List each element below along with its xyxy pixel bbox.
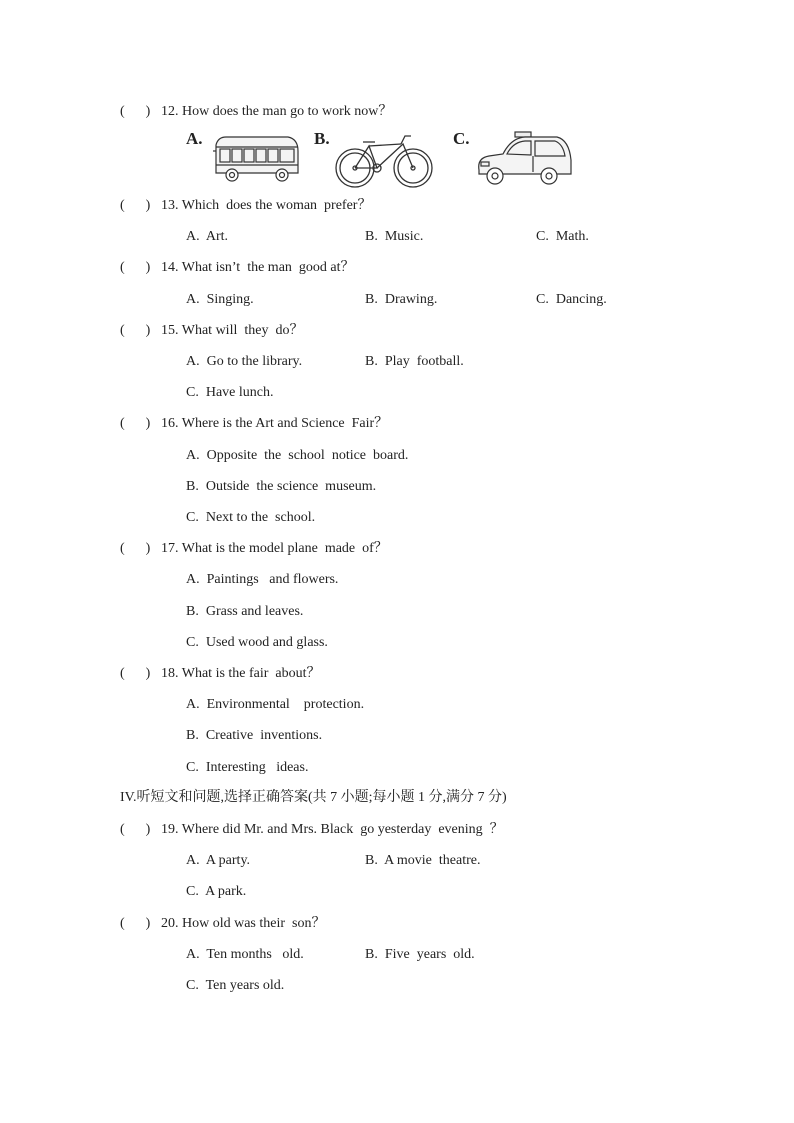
q15-question: 15. What will they do？ xyxy=(161,323,304,338)
q14-option-a[interactable]: A. Singing. xyxy=(186,292,254,307)
q17-option-a[interactable]: A. Paintings and flowers. xyxy=(186,572,339,587)
q13-option-a[interactable]: A. Art. xyxy=(186,229,228,244)
q20-option-b[interactable]: B. Five years old. xyxy=(365,947,475,962)
q18-option-a[interactable]: A. Environmental protection. xyxy=(186,697,365,712)
q19-question: 19. Where did Mr. and Mrs. Black go yesterday evening ？ xyxy=(161,822,504,837)
q17-option-b[interactable]: B. Grass and leaves. xyxy=(186,604,304,619)
q15-answer-blank[interactable]: ( ) xyxy=(120,323,151,338)
q17-question: 17. What is the model plane made of？ xyxy=(161,541,388,556)
section-iv-heading: IV.听短文和问题,选择正确答案(共 7 小题;每小题 1 分,满分 7 分) xyxy=(120,790,507,805)
q18-option-c[interactable]: C. Interesting ideas. xyxy=(186,760,309,775)
q20-option-c[interactable]: C. Ten years old. xyxy=(186,978,285,993)
q19-answer-blank[interactable]: ( ) xyxy=(120,822,151,837)
q15-option-b[interactable]: B. Play football. xyxy=(365,354,464,369)
bus-icon xyxy=(210,131,302,185)
bicycle-icon xyxy=(333,130,435,190)
q13-option-c[interactable]: C. Math. xyxy=(536,229,589,244)
q13-answer-blank[interactable]: ( ) xyxy=(120,198,151,213)
q18-option-b[interactable]: B. Creative inventions. xyxy=(186,728,323,743)
q20-answer-blank[interactable]: ( ) xyxy=(120,916,151,931)
q19-option-a[interactable]: A. A party. xyxy=(186,853,251,868)
q18-answer-blank[interactable]: ( ) xyxy=(120,666,151,681)
q16-question: 16. Where is the Art and Science Fair？ xyxy=(161,416,389,431)
q20-option-a[interactable]: A. Ten months old. xyxy=(186,947,304,962)
car-icon xyxy=(475,130,575,188)
q16-option-b[interactable]: B. Outside the science museum. xyxy=(186,479,377,494)
q16-option-c[interactable]: C. Next to the school. xyxy=(186,510,316,525)
q17-option-c[interactable]: C. Used wood and glass. xyxy=(186,635,328,650)
q16-answer-blank[interactable]: ( ) xyxy=(120,416,151,431)
q13-option-b[interactable]: B. Music. xyxy=(365,229,424,244)
q12-option-c-label: C. xyxy=(453,129,470,148)
q16-option-a[interactable]: A. Opposite the school notice board. xyxy=(186,448,409,463)
q12-option-b-label: B. xyxy=(314,129,330,148)
q14-question: 14. What isn’t the man good at？ xyxy=(161,260,355,275)
q15-option-c[interactable]: C. Have lunch. xyxy=(186,385,274,400)
q12-question: 12. How does the man go to work now？ xyxy=(161,104,393,119)
q19-option-b[interactable]: B. A movie theatre. xyxy=(365,853,481,868)
q13-question: 13. Which does the woman prefer？ xyxy=(161,198,372,213)
q12-option-a-label: A. xyxy=(186,129,203,148)
q14-answer-blank[interactable]: ( ) xyxy=(120,260,151,275)
q19-option-c[interactable]: C. A park. xyxy=(186,884,247,899)
q20-question: 20. How old was their son？ xyxy=(161,916,326,931)
q17-answer-blank[interactable]: ( ) xyxy=(120,541,151,556)
q18-question: 18. What is the fair about？ xyxy=(161,666,321,681)
q14-option-b[interactable]: B. Drawing. xyxy=(365,292,438,307)
q15-option-a[interactable]: A. Go to the library. xyxy=(186,354,303,369)
q14-option-c[interactable]: C. Dancing. xyxy=(536,292,607,307)
q12-answer-blank[interactable]: ( ) xyxy=(120,104,151,119)
